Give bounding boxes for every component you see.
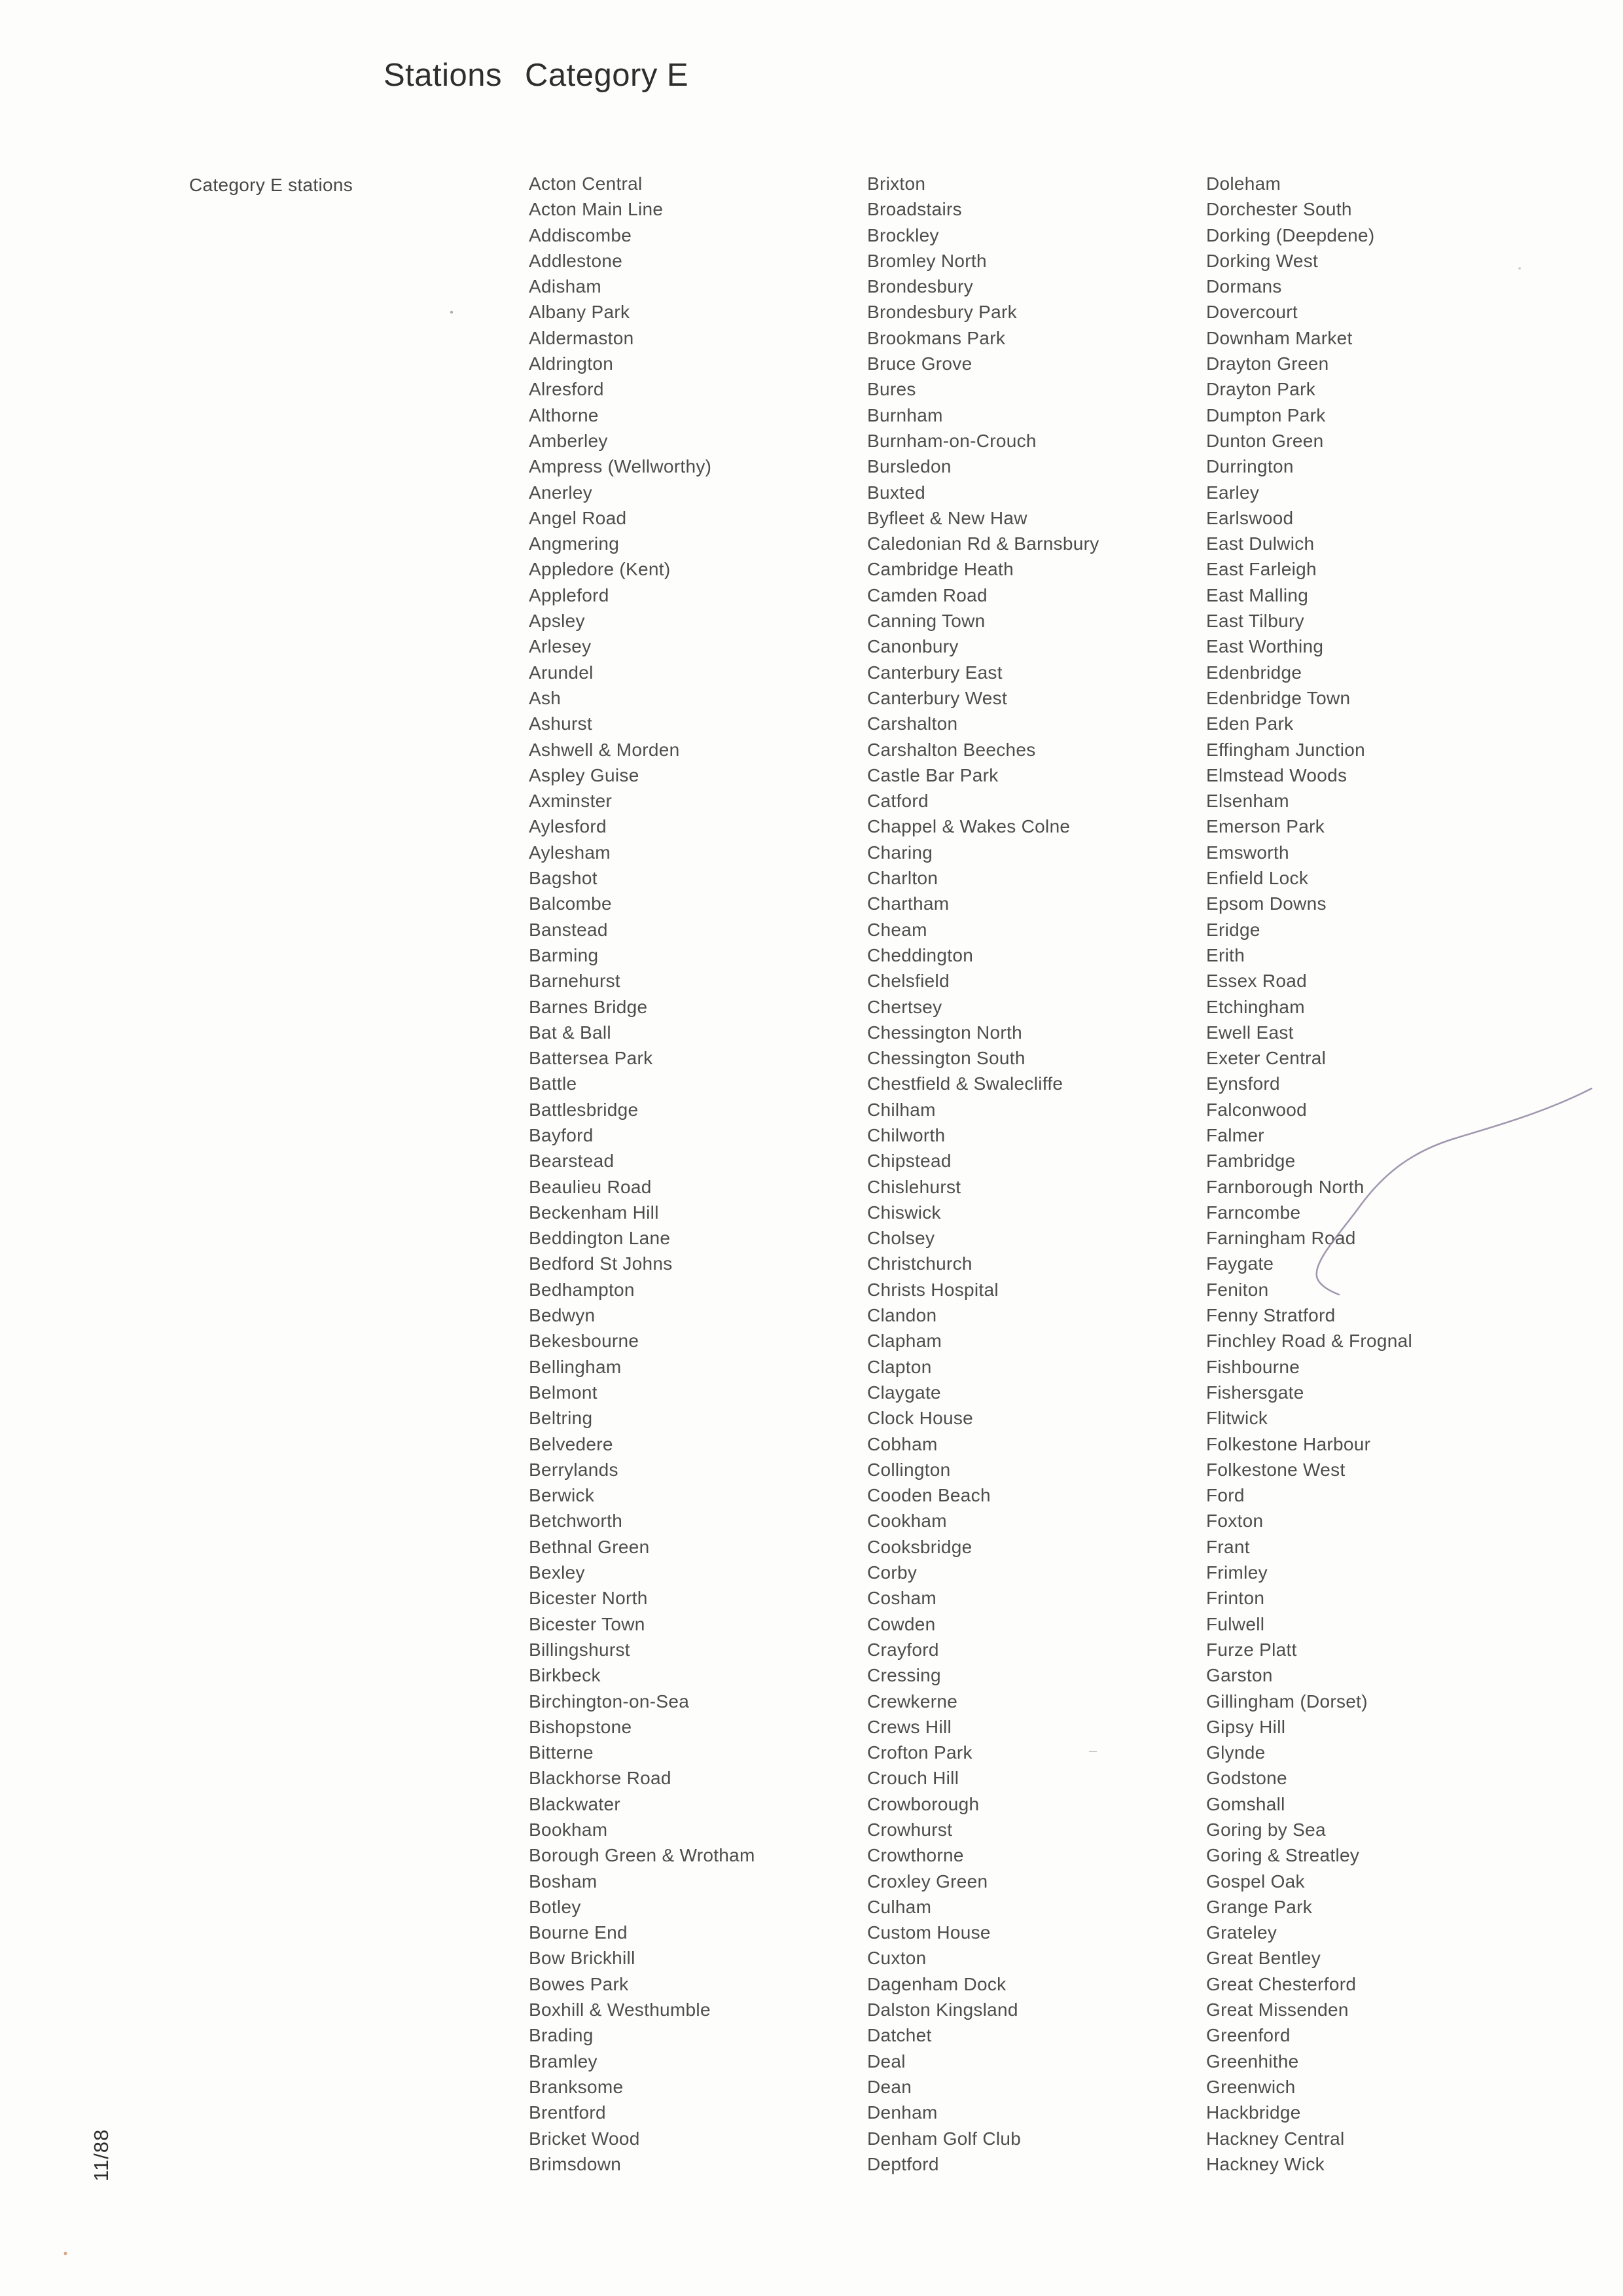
station-name: Albany Park (529, 302, 630, 323)
station-name: Acton Main Line (529, 199, 664, 220)
station-name: Dalston Kingsland (867, 2000, 1018, 2020)
station-name: Broadstairs (867, 199, 962, 220)
station-name: Bedhampton (529, 1279, 635, 1300)
station-name: Bagshot (529, 868, 597, 889)
station-name: Cooksbridge (867, 1536, 972, 1557)
station-name: Etchingham (1206, 996, 1305, 1017)
station-name: Dumpton Park (1206, 404, 1326, 425)
station-name: Chessington South (867, 1048, 1026, 1069)
station-name: Emsworth (1206, 842, 1289, 863)
station-name: Anerley (529, 482, 593, 503)
station-name: Chestfield & Swalecliffe (867, 1073, 1063, 1094)
station-name: Christs Hospital (867, 1279, 999, 1300)
station-name: Brockley (867, 224, 939, 245)
station-name: Ampress (Wellworthy) (529, 456, 712, 477)
station-name: Banstead (529, 919, 608, 940)
station-name: Boxhill & Westhumble (529, 2000, 711, 2020)
station-name: Cressing (867, 1665, 941, 1686)
station-name: Byfleet & New Haw (867, 507, 1027, 528)
station-name: Frinton (1206, 1588, 1265, 1609)
station-name: Crewkerne (867, 1691, 958, 1712)
station-name: East Tilbury (1206, 611, 1304, 632)
station-name: Beddington Lane (529, 1228, 671, 1249)
station-name: Althorne (529, 404, 599, 425)
station-name: Cholsey (867, 1228, 935, 1249)
station-name: Bat & Ball (529, 1022, 611, 1043)
station-name: Cambridge Heath (867, 559, 1014, 580)
station-name: Chislehurst (867, 1176, 961, 1197)
station-name: Birkbeck (529, 1665, 601, 1686)
station-name: Brondesbury (867, 276, 974, 297)
station-name: Blackhorse Road (529, 1768, 671, 1789)
station-name: Addiscombe (529, 224, 632, 245)
scan-speck (64, 2252, 67, 2255)
station-name: Carshalton Beeches (867, 739, 1036, 760)
station-name: Deptford (867, 2153, 939, 2174)
station-name: Brading (529, 2025, 594, 2046)
station-name: Goring & Streatley (1206, 1845, 1360, 1866)
station-name: Cheddington (867, 944, 974, 965)
station-name: Crouch Hill (867, 1768, 959, 1789)
station-name: Faygate (1206, 1253, 1274, 1274)
station-name: Charlton (867, 868, 938, 889)
station-name: Frant (1206, 1536, 1250, 1557)
station-name: Barming (529, 944, 599, 965)
station-name: Cuxton (867, 1948, 927, 1969)
station-name: Bures (867, 379, 916, 400)
station-name: Gospel Oak (1206, 1871, 1305, 1892)
station-name: Billingshurst (529, 1639, 630, 1660)
station-name: Chappel & Wakes Colne (867, 816, 1071, 837)
station-name: Brookmans Park (867, 327, 1006, 348)
station-name: Battle (529, 1073, 577, 1094)
station-name: Canning Town (867, 611, 986, 632)
station-name: Bow Brickhill (529, 1948, 635, 1969)
station-name: Belmont (529, 1382, 597, 1403)
station-name: Chilworth (867, 1124, 946, 1145)
station-column-2 (867, 171, 1198, 2177)
station-name: Emerson Park (1206, 816, 1325, 837)
station-name: Great Missenden (1206, 2000, 1349, 2020)
station-name: Cosham (867, 1588, 937, 1609)
station-name: Cobham (867, 1433, 938, 1454)
station-name: Gipsy Hill (1206, 1716, 1286, 1737)
station-name: Ashwell & Morden (529, 739, 680, 760)
station-name: Beltring (529, 1408, 593, 1429)
station-name: Battersea Park (529, 1048, 653, 1069)
station-name: Bearstead (529, 1151, 615, 1172)
sidebar-label: Category E stations (189, 175, 353, 195)
station-name: Bruce Grove (867, 353, 972, 374)
footer-page-code: 11/88 (90, 2128, 113, 2181)
station-name: Appleford (529, 584, 609, 605)
station-name: Chertsey (867, 996, 942, 1017)
station-name: Dormans (1206, 276, 1282, 297)
station-name: Epsom Downs (1206, 893, 1327, 914)
station-name: Brondesbury Park (867, 302, 1017, 323)
station-name: Aldrington (529, 353, 614, 374)
station-name: Custom House (867, 1922, 991, 1943)
station-name: Earlswood (1206, 507, 1294, 528)
station-name: Botley (529, 1896, 581, 1917)
station-name: Brixton (867, 173, 926, 194)
station-name: Bethnal Green (529, 1536, 650, 1557)
station-name: Downham Market (1206, 327, 1353, 348)
station-name: East Malling (1206, 584, 1309, 605)
station-name: Angmering (529, 533, 620, 554)
station-name: Culham (867, 1896, 932, 1917)
station-name: Bekesbourne (529, 1331, 639, 1352)
station-name: Bishopstone (529, 1716, 632, 1737)
station-name: Garston (1206, 1665, 1273, 1686)
scan-speck (450, 311, 453, 314)
station-name: Folkestone Harbour (1206, 1433, 1371, 1454)
station-name: Berwick (529, 1485, 595, 1506)
station-name: Brentford (529, 2102, 606, 2123)
station-name: Foxton (1206, 1511, 1264, 1532)
station-name: East Farleigh (1206, 559, 1317, 580)
station-name: Bowes Park (529, 1973, 629, 1994)
station-name: Camden Road (867, 584, 988, 605)
station-name: Brimsdown (529, 2153, 622, 2174)
station-column-3 (1206, 171, 1537, 2177)
page-title-category: Category E (525, 58, 689, 93)
station-name: Croxley Green (867, 1871, 988, 1892)
station-name: Greenhithe (1206, 2051, 1299, 2072)
station-name: Christchurch (867, 1253, 972, 1274)
station-name: Bosham (529, 1871, 597, 1892)
station-name: Bicester Town (529, 1613, 645, 1634)
station-name: Burnham-on-Crouch (867, 430, 1037, 451)
station-name: Clock House (867, 1408, 974, 1429)
station-name: Grateley (1206, 1922, 1277, 1943)
station-name: Drayton Green (1206, 353, 1329, 374)
station-name: Dunton Green (1206, 430, 1324, 451)
station-name: Barnehurst (529, 971, 620, 992)
station-name: Crowthorne (867, 1845, 964, 1866)
station-name: Carshalton (867, 713, 958, 734)
station-name: Clandon (867, 1305, 937, 1326)
station-name: Burnham (867, 404, 943, 425)
station-name: Chilham (867, 1099, 936, 1120)
station-name: Fulwell (1206, 1613, 1265, 1634)
station-name: Dovercourt (1206, 302, 1298, 323)
station-name: Charing (867, 842, 933, 863)
station-name: Folkestone West (1206, 1459, 1346, 1480)
station-name: Birchington-on-Sea (529, 1691, 690, 1712)
station-name: Crofton Park (867, 1742, 972, 1763)
station-name: Bromley North (867, 250, 987, 271)
station-name: Canterbury West (867, 687, 1008, 708)
station-name: Deal (867, 2051, 906, 2072)
station-name: Exeter Central (1206, 1048, 1327, 1069)
station-name: Cooden Beach (867, 1485, 991, 1506)
station-name: Caledonian Rd & Barnsbury (867, 533, 1099, 554)
station-name: Blackwater (529, 1793, 620, 1814)
station-name: Farnborough North (1206, 1176, 1364, 1197)
station-name: Glynde (1206, 1742, 1266, 1763)
station-name: Frimley (1206, 1562, 1268, 1583)
station-name: Barnes Bridge (529, 996, 648, 1017)
station-name: Crayford (867, 1639, 939, 1660)
station-name: Furze Platt (1206, 1639, 1297, 1660)
station-name: Greenford (1206, 2025, 1291, 2046)
station-name: Catford (867, 791, 929, 812)
station-name: Flitwick (1206, 1408, 1268, 1429)
station-name: Chartham (867, 893, 950, 914)
station-name: Elsenham (1206, 791, 1289, 812)
station-name: Fishersgate (1206, 1382, 1304, 1403)
station-name: Beaulieu Road (529, 1176, 652, 1197)
station-name: Cheam (867, 919, 927, 940)
station-name: Aylesham (529, 842, 611, 863)
station-name: Feniton (1206, 1279, 1269, 1300)
station-name: Greenwich (1206, 2076, 1296, 2097)
station-name: Apsley (529, 611, 585, 632)
station-name: Canonbury (867, 636, 959, 657)
station-name: Falconwood (1206, 1099, 1307, 1120)
station-name: Branksome (529, 2076, 624, 2097)
station-name: Buxted (867, 482, 925, 503)
station-name: Bedwyn (529, 1305, 596, 1326)
station-name: Clapham (867, 1331, 942, 1352)
station-name: Cowden (867, 1613, 936, 1634)
station-name: Bramley (529, 2051, 597, 2072)
station-name: Aldermaston (529, 327, 634, 348)
station-name: Bayford (529, 1124, 594, 1145)
station-name: Bedford St Johns (529, 1253, 673, 1274)
station-name: Adisham (529, 276, 602, 297)
station-name: Betchworth (529, 1511, 623, 1532)
station-name: Bursledon (867, 456, 952, 477)
station-name: Dorchester South (1206, 199, 1352, 220)
station-name: Edenbridge Town (1206, 687, 1351, 708)
station-name: Dorking West (1206, 250, 1319, 271)
station-name: Battlesbridge (529, 1099, 639, 1120)
station-column-1 (529, 171, 859, 2177)
station-name: Fambridge (1206, 1151, 1296, 1172)
station-name: Grange Park (1206, 1896, 1313, 1917)
station-name: Dean (867, 2076, 912, 2097)
station-name: Durrington (1206, 456, 1294, 477)
station-name: Arlesey (529, 636, 592, 657)
station-name: Enfield Lock (1206, 868, 1309, 889)
station-name: Balcombe (529, 893, 612, 914)
station-name: Essex Road (1206, 971, 1307, 992)
station-name: Fenny Stratford (1206, 1305, 1336, 1326)
station-name: Edenbridge (1206, 662, 1302, 683)
station-name: East Dulwich (1206, 533, 1315, 554)
station-name: Hackney Central (1206, 2128, 1345, 2149)
station-name: Belvedere (529, 1433, 613, 1454)
page-title-stations: Stations (383, 58, 503, 93)
station-name: Great Bentley (1206, 1948, 1321, 1969)
station-name: Doleham (1206, 173, 1281, 194)
station-name: Hackney Wick (1206, 2153, 1325, 2174)
station-name: Fishbourne (1206, 1356, 1300, 1377)
station-name: Appledore (Kent) (529, 559, 671, 580)
station-name: Farningham Road (1206, 1228, 1356, 1249)
station-name: Claygate (867, 1382, 941, 1403)
station-name: Canterbury East (867, 662, 1003, 683)
station-name: Goring by Sea (1206, 1820, 1326, 1840)
station-name: Drayton Park (1206, 379, 1315, 400)
station-name: Finchley Road & Frognal (1206, 1331, 1413, 1352)
station-name: Castle Bar Park (867, 764, 999, 785)
station-name: Effingham Junction (1206, 739, 1366, 760)
station-name: Dagenham Dock (867, 1973, 1007, 1994)
station-name: Acton Central (529, 173, 643, 194)
station-name: Crowborough (867, 1793, 980, 1814)
station-name: Hackbridge (1206, 2102, 1301, 2123)
station-name: Cookham (867, 1511, 947, 1532)
station-name: Erith (1206, 944, 1245, 965)
station-name: Clapton (867, 1356, 932, 1377)
station-name: Addlestone (529, 250, 623, 271)
station-name: Angel Road (529, 507, 627, 528)
station-name: Godstone (1206, 1768, 1287, 1789)
station-name: Eynsford (1206, 1073, 1280, 1094)
station-name: Bexley (529, 1562, 585, 1583)
station-name: Alresford (529, 379, 604, 400)
station-name: Crowhurst (867, 1820, 953, 1840)
station-name: Beckenham Hill (529, 1202, 659, 1223)
station-name: Earley (1206, 482, 1260, 503)
station-name: Denham (867, 2102, 938, 2123)
station-name: Borough Green & Wrotham (529, 1845, 755, 1866)
station-name: Eden Park (1206, 713, 1294, 734)
station-name: Elmstead Woods (1206, 764, 1347, 785)
station-name: Bicester North (529, 1588, 648, 1609)
station-name: Ash (529, 687, 562, 708)
station-name: Bitterne (529, 1742, 594, 1763)
page-header (0, 60, 1623, 99)
station-name: Datchet (867, 2025, 932, 2046)
station-name: Chipstead (867, 1151, 952, 1172)
station-name: Gillingham (Dorset) (1206, 1691, 1368, 1712)
station-name: Arundel (529, 662, 594, 683)
station-name: Axminster (529, 791, 613, 812)
station-name: Crews Hill (867, 1716, 952, 1737)
station-name: Great Chesterford (1206, 1973, 1357, 1994)
station-name: Ashurst (529, 713, 593, 734)
station-name: Chessington North (867, 1022, 1023, 1043)
station-name: Denham Golf Club (867, 2128, 1022, 2149)
station-name: Ewell East (1206, 1022, 1294, 1043)
station-name: Chelsfield (867, 971, 950, 992)
station-name: Amberley (529, 430, 608, 451)
station-name: Bricket Wood (529, 2128, 640, 2149)
station-name: Dorking (Deepdene) (1206, 224, 1375, 245)
station-name: Bookham (529, 1820, 608, 1840)
station-name: East Worthing (1206, 636, 1324, 657)
station-name: Collington (867, 1459, 951, 1480)
station-name: Berrylands (529, 1459, 618, 1480)
station-name: Bourne End (529, 1922, 628, 1943)
station-name: Bellingham (529, 1356, 622, 1377)
station-name: Falmer (1206, 1124, 1264, 1145)
station-name: Gomshall (1206, 1793, 1285, 1814)
station-name: Chiswick (867, 1202, 941, 1223)
station-name: Aylesford (529, 816, 607, 837)
station-name: Corby (867, 1562, 918, 1583)
station-name: Farncombe (1206, 1202, 1301, 1223)
station-name: Eridge (1206, 919, 1260, 940)
station-name: Ford (1206, 1485, 1245, 1506)
station-name: Aspley Guise (529, 764, 639, 785)
